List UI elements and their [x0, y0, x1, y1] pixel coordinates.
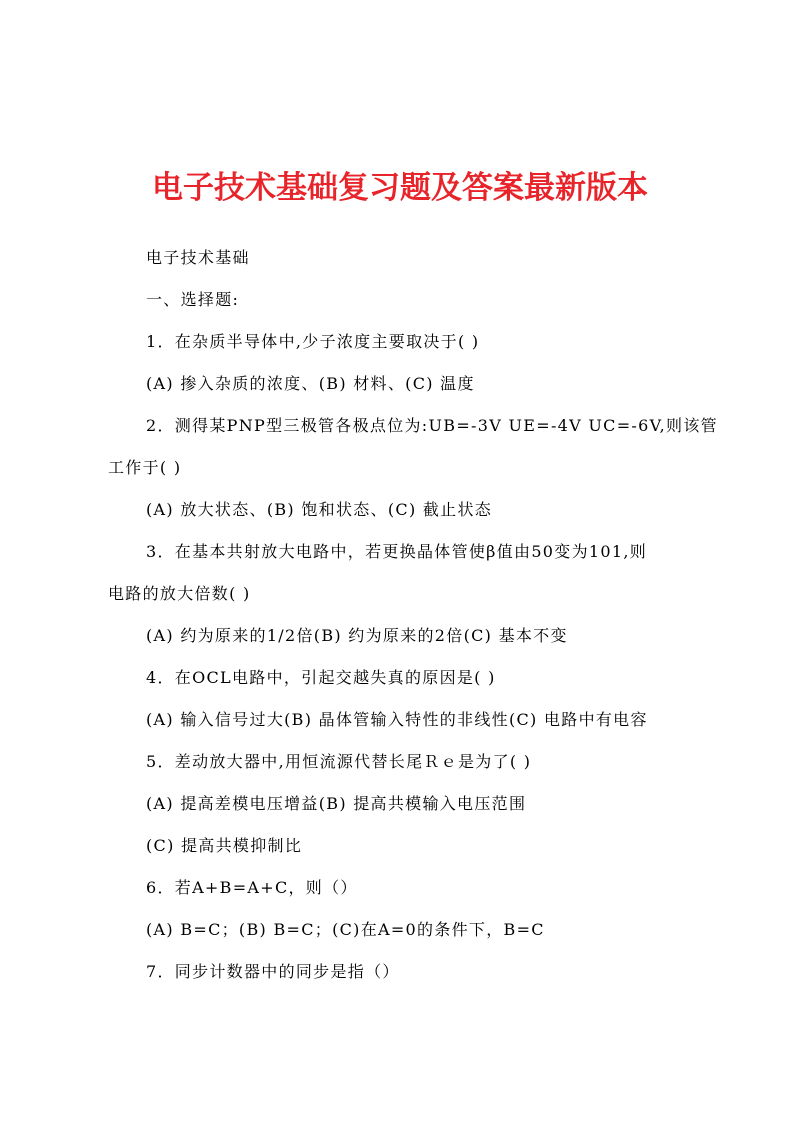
subsection-heading: 一、选择题: — [146, 290, 240, 309]
question-3-options: (A) 约为原来的1/2倍(B) 约为原来的2倍(C) 基本不变 — [146, 626, 568, 645]
question-6-options: (A) B=C；(B) B=C；(C)在A=0的条件下，B=C — [146, 920, 545, 939]
question-3-continued: 电路的放大倍数( ) — [108, 584, 251, 603]
question-2: 2．测得某PNP型三极管各极点位为:UB=-3V UE=-4V UC=-6V,则该管 — [146, 416, 718, 435]
question-5-options: (A) 提高差模电压增益(B) 提高共模输入电压范围 — [146, 794, 527, 813]
question-4-options: (A) 输入信号过大(B) 晶体管输入特性的非线性(C) 电路中有电容 — [146, 710, 648, 729]
question-7: 7．同步计数器中的同步是指（） — [146, 962, 400, 981]
question-2-options: (A) 放大状态、(B) 饱和状态、(C) 截止状态 — [146, 500, 493, 519]
question-6: 6．若A+B=A+C，则（） — [146, 878, 358, 897]
question-1: 1．在杂质半导体中,少子浓度主要取决于( ) — [146, 332, 480, 351]
question-3: 3．在基本共射放大电路中，若更换晶体管使β值由50变为101,则 — [146, 542, 648, 561]
question-4: 4．在OCL电路中，引起交越失真的原因是( ) — [146, 668, 496, 687]
question-2-continued: 工作于( ) — [108, 458, 182, 477]
question-5: 5．差动放大器中,用恒流源代替长尾Ｒｅ是为了( ) — [146, 752, 532, 771]
question-5-options-continued: (C) 提高共模抑制比 — [146, 836, 303, 855]
section-heading: 电子技术基础 — [146, 248, 250, 267]
document-title: 电子技术基础复习题及答案最新版本 — [152, 170, 648, 206]
question-1-options: (A) 掺入杂质的浓度、(B) 材料、(C) 温度 — [146, 374, 475, 393]
